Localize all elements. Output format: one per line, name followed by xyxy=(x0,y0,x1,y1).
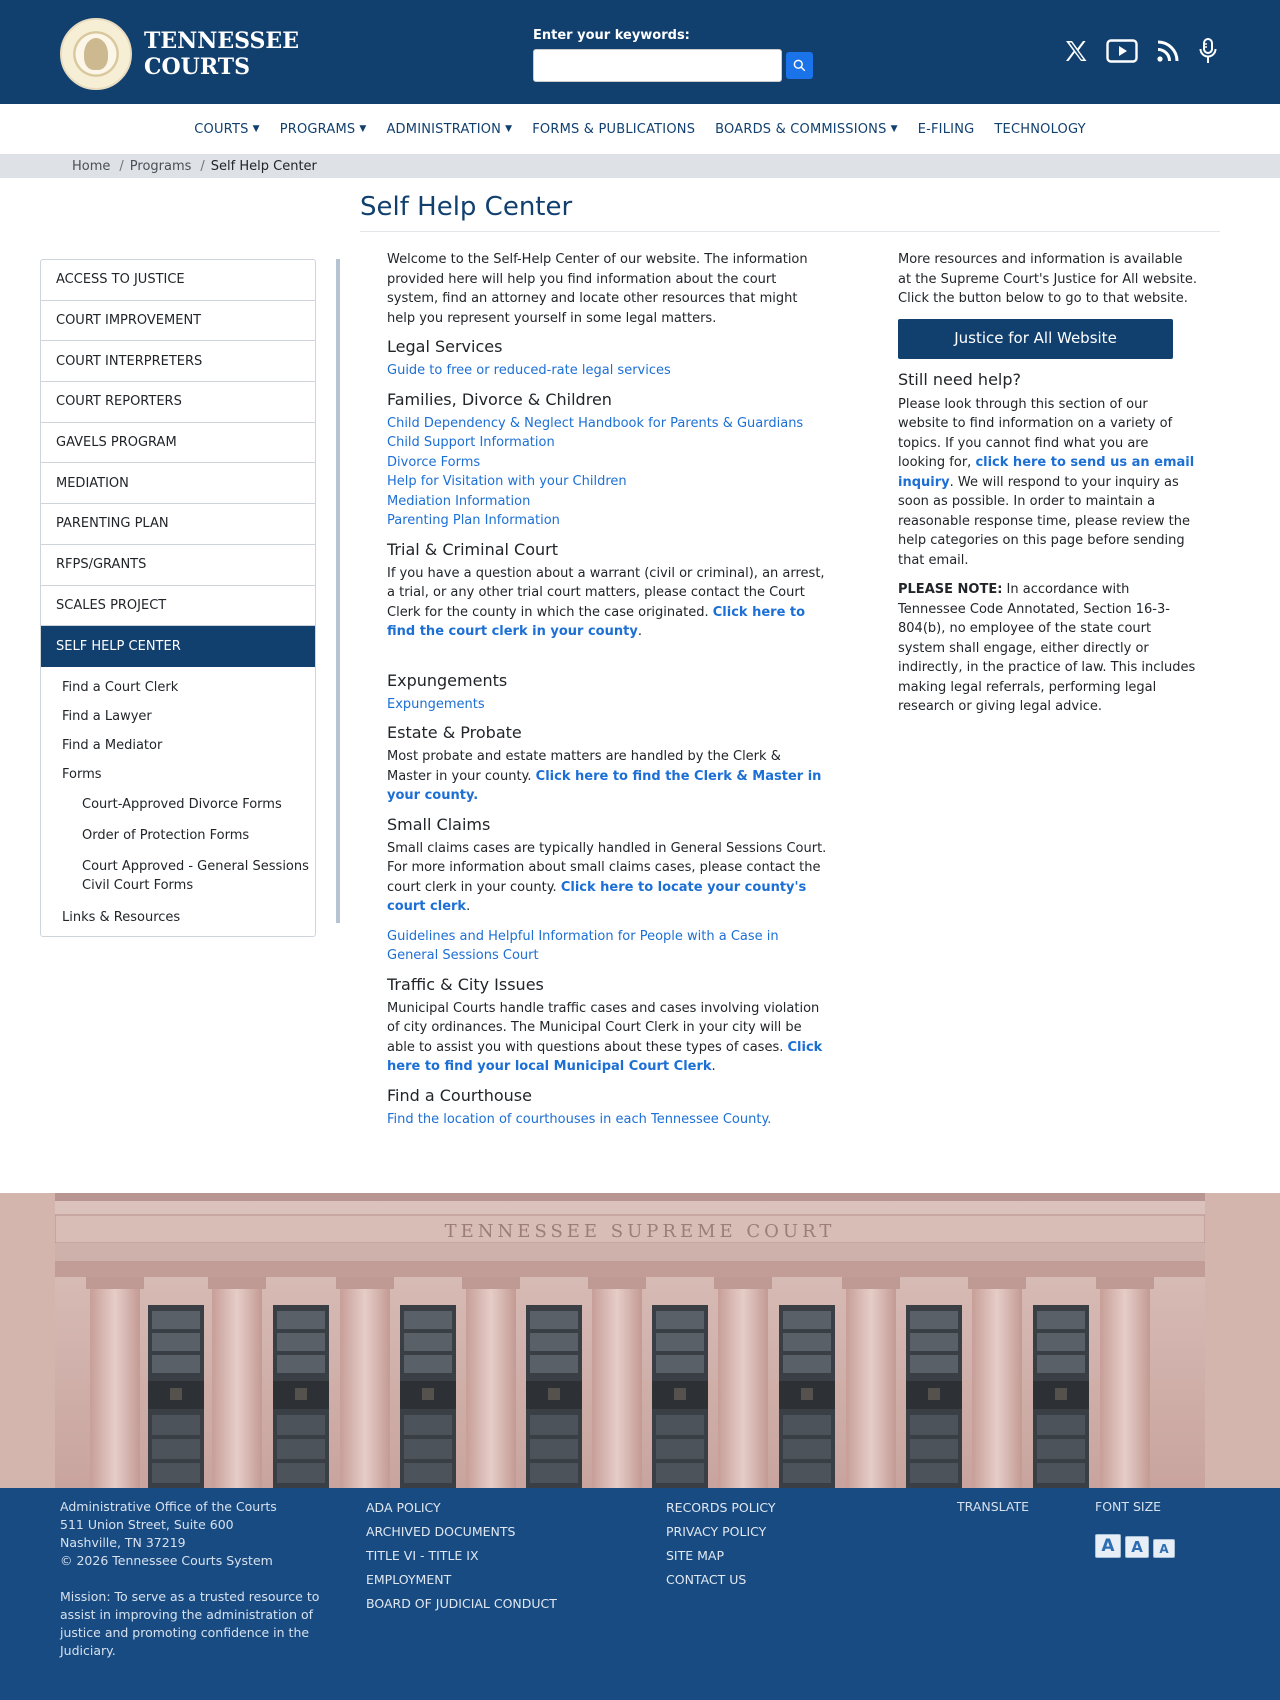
sidebar-divider xyxy=(336,259,340,923)
footer-link-title-vi-ix[interactable]: TITLE VI - TITLE IX xyxy=(366,1548,479,1563)
trial-heading: Trial & Criminal Court xyxy=(387,539,558,559)
breadcrumb-home[interactable]: Home xyxy=(72,158,111,174)
footer-font-size xyxy=(1095,1498,1175,1558)
estate-clerk-link[interactable]: Click here to find the Clerk & Master in your county. xyxy=(387,768,822,803)
breadcrumb xyxy=(0,154,1280,178)
site-header xyxy=(0,0,1280,104)
site-footer xyxy=(0,1488,1280,1700)
supreme-court-building-image xyxy=(0,1193,1280,1488)
justice-for-all-button[interactable]: Justice for All Website xyxy=(898,319,1173,359)
sidebar-sub-divorce-forms[interactable]: Court-Approved Divorce Forms xyxy=(82,796,282,812)
brand-logo-link[interactable] xyxy=(60,18,299,90)
brand-line-2: COURTS xyxy=(144,54,251,80)
small-claims-heading: Small Claims xyxy=(387,814,491,834)
trial-clerk-link[interactable]: Click here to find the court clerk in your county xyxy=(387,604,806,639)
sidebar-sub-find-lawyer[interactable]: Find a Lawyer xyxy=(62,708,152,724)
please-note-label: PLEASE NOTE: xyxy=(898,582,1003,597)
sidebar-item-self-help-center[interactable]: SELF HELP CENTER xyxy=(41,626,315,667)
footer-link-site-map[interactable]: SITE MAP xyxy=(666,1548,725,1563)
footer-address-line: 511 Union Street, Suite 600 xyxy=(60,1517,234,1532)
sidebar-sub-find-court-clerk[interactable]: Find a Court Clerk xyxy=(62,679,179,695)
courthouse-heading: Find a Courthouse xyxy=(387,1085,532,1105)
nav-programs[interactable]: PROGRAMS ▼ xyxy=(279,121,367,137)
sidebar-item-scales-project[interactable]: SCALES PROJECT xyxy=(41,586,315,627)
legal-services-link[interactable]: Guide to free or reduced-rate legal services xyxy=(387,363,671,378)
social-links xyxy=(1064,38,1218,64)
jfa-intro-text: More resources and information is available at the Supreme Court's Justice for All website. Click the button below to go to that website. xyxy=(898,252,1198,306)
footer-link-privacy-policy[interactable]: PRIVACY POLICY xyxy=(666,1524,767,1539)
sidebar-item-access-to-justice[interactable]: ACCESS TO JUSTICE xyxy=(41,260,315,301)
nav-administration[interactable]: ADMINISTRATION ▼ xyxy=(386,121,513,137)
footer-copyright: © 2026 Tennessee Courts System xyxy=(60,1553,273,1568)
search-label: Enter your keywords: xyxy=(533,28,690,43)
footer-address-line: Nashville, TN 37219 xyxy=(60,1535,186,1550)
footer-link-contact-us[interactable]: CONTACT US xyxy=(666,1572,747,1587)
breadcrumb-separator: / xyxy=(200,158,205,174)
nav-courts[interactable]: COURTS ▼ xyxy=(194,121,260,137)
page-title: Self Help Center xyxy=(360,192,573,222)
breadcrumb-programs[interactable]: Programs xyxy=(129,158,192,174)
email-inquiry-link[interactable]: click here to send us an email inquiry xyxy=(898,455,1195,490)
right-column xyxy=(898,250,1198,717)
traffic-text: Municipal Courts handle traffic cases and cases involving violation of city ordinances. The Municipal Court Clerk in your city will be able to assist you with questions about these types of cases. Click here to find your local Municipal Court Clerk. xyxy=(387,1000,823,1074)
expungements-link[interactable]: Expungements xyxy=(387,696,485,712)
traffic-heading: Traffic & City Issues xyxy=(387,974,544,994)
sidebar-item-rfps-grants[interactable]: RFPS/GRANTS xyxy=(41,545,315,586)
footer-link-employment[interactable]: EMPLOYMENT xyxy=(366,1572,452,1587)
main-content xyxy=(387,250,827,1129)
caret-down-icon: ▼ xyxy=(359,124,367,134)
sidebar xyxy=(40,259,316,937)
families-link-mediation[interactable]: Mediation Information xyxy=(387,493,531,509)
sidebar-sub-general-sessions-forms[interactable]: Court Approved - General Sessions Civil Court Forms xyxy=(82,858,309,893)
font-size-controls xyxy=(1095,1534,1175,1558)
sidebar-item-parenting-plan[interactable]: PARENTING PLAN xyxy=(41,504,315,545)
footer-links-col-1 xyxy=(366,1496,557,1616)
nav-e-filing[interactable]: E-FILING xyxy=(917,121,975,137)
rss-icon[interactable] xyxy=(1156,39,1180,63)
footer-address-col xyxy=(60,1498,330,1660)
brand-text xyxy=(144,28,299,80)
footer-address-line: Administrative Office of the Courts xyxy=(60,1499,277,1514)
small-claims-clerk-link[interactable]: Click here to locate your county's court clerk xyxy=(387,879,807,914)
podcast-microphone-icon[interactable] xyxy=(1198,38,1218,64)
sidebar-item-gavels-program[interactable]: GAVELS PROGRAM xyxy=(41,423,315,464)
families-link-visitation[interactable]: Help for Visitation with your Children xyxy=(387,474,627,489)
sidebar-sub-forms[interactable]: Forms xyxy=(62,766,102,782)
families-heading: Families, Divorce & Children xyxy=(387,389,612,409)
general-sessions-guidelines-link[interactable]: Guidelines and Helpful Information for People with a Case in General Sessions Court xyxy=(387,928,779,963)
footer-link-ada-policy[interactable]: ADA POLICY xyxy=(366,1500,441,1515)
footer-links-col-2 xyxy=(666,1496,776,1592)
search-input[interactable] xyxy=(533,49,782,82)
still-need-help-text: Please look through this section of our website to find information on a variety of topics. If you cannot find what you are looking for, click here to send us an email inquiry. We will respond to your inquiry as soon as possible. In order to maintain a reasonable response time, please review the help categories on this page before sending that email. xyxy=(898,396,1195,568)
font-size-decrease-button[interactable]: A xyxy=(1153,1539,1175,1558)
estate-text: Most probate and estate matters are handled by the Clerk & Master in your county. Click here to find the Clerk & Master in your county. xyxy=(387,749,822,803)
sidebar-item-court-interpreters[interactable]: COURT INTERPRETERS xyxy=(41,341,315,382)
footer-translate[interactable] xyxy=(957,1498,1029,1516)
footer-link-board-judicial-conduct[interactable]: BOARD OF JUDICIAL CONDUCT xyxy=(366,1596,557,1611)
sidebar-sub-find-mediator[interactable]: Find a Mediator xyxy=(62,737,163,753)
nav-boards-commissions[interactable]: BOARDS & COMMISSIONS ▼ xyxy=(715,121,898,137)
still-need-help-heading: Still need help? xyxy=(898,369,1021,389)
expungements-heading: Expungements xyxy=(387,670,508,690)
sidebar-sub-protection-forms[interactable]: Order of Protection Forms xyxy=(82,827,250,843)
search-block xyxy=(533,28,813,82)
sidebar-sub-list xyxy=(41,667,315,936)
footer-link-records-policy[interactable]: RECORDS POLICY xyxy=(666,1500,776,1515)
families-link-parenting-plan[interactable]: Parenting Plan Information xyxy=(387,513,560,528)
families-link-child-support[interactable]: Child Support Information xyxy=(387,435,555,450)
brand-line-1: TENNESSEE xyxy=(144,28,299,54)
intro-text: Welcome to the Self-Help Center of our website. The information provided here will help you find information about the court system, find an attorney and locate other resources that might help you represent yourself in some legal matters. xyxy=(387,252,808,326)
page-title-wrap xyxy=(360,190,1220,232)
families-link-dependency[interactable]: Child Dependency & Neglect Handbook for Parents & Guardians xyxy=(387,415,804,431)
small-claims-text: Small claims cases are typically handled in General Sessions Court. For more information about small claims cases, please contact the court clerk in your county. Click here to locate your county's court clerk. xyxy=(387,840,827,914)
breadcrumb-separator: / xyxy=(119,158,124,174)
sidebar-item-court-improvement[interactable]: COURT IMPROVEMENT xyxy=(41,301,315,342)
sidebar-item-mediation[interactable]: MEDIATION xyxy=(41,463,315,504)
x-twitter-icon[interactable] xyxy=(1064,40,1088,62)
nav-forms-publications[interactable]: FORMS & PUBLICATIONS xyxy=(532,121,696,137)
translate-label: TRANSLATE xyxy=(957,1499,1030,1514)
families-link-divorce-forms[interactable]: Divorce Forms xyxy=(387,454,481,470)
judiciary-seal-icon xyxy=(60,18,132,90)
courthouse-link[interactable]: Find the location of courthouses in each Tennessee County. xyxy=(387,1111,772,1127)
font-size-increase-button[interactable]: A xyxy=(1095,1534,1121,1558)
please-note-text: PLEASE NOTE: In accordance with Tennessee Code Annotated, Section 16-3-804(b), no employee of the state court system shall engage, either directly or indirectly, in the practice of law. This includes making legal referrals, performing legal research or giving legal advice. xyxy=(898,582,1196,714)
sidebar-item-court-reporters[interactable]: COURT REPORTERS xyxy=(41,382,315,423)
sidebar-sub-links-resources[interactable]: Links & Resources xyxy=(62,909,181,925)
municipal-clerk-link[interactable]: Click here to find your local Municipal Court Clerk xyxy=(387,1039,823,1074)
nav-technology[interactable]: TECHNOLOGY xyxy=(994,121,1086,137)
estate-heading: Estate & Probate xyxy=(387,723,522,742)
legal-services-heading: Legal Services xyxy=(387,337,503,356)
font-size-label: FONT SIZE xyxy=(1095,1499,1162,1514)
trial-text: If you have a question about a warrant (civil or criminal), an arrest, a trial, or any other trial court matters, please contact the Court Clerk for the county in which the case originated. Click here to find the court clerk in your county. xyxy=(387,565,825,639)
caret-down-icon: ▼ xyxy=(252,124,260,134)
caret-down-icon: ▼ xyxy=(505,124,513,134)
building-inscription: TENNESSEE SUPREME COURT xyxy=(444,1221,836,1242)
caret-down-icon: ▼ xyxy=(890,124,898,134)
search-button[interactable] xyxy=(786,52,813,79)
youtube-icon[interactable] xyxy=(1106,39,1138,63)
footer-link-archived-documents[interactable]: ARCHIVED DOCUMENTS xyxy=(366,1524,516,1539)
breadcrumb-current: Self Help Center xyxy=(210,158,317,174)
search-icon xyxy=(793,59,806,72)
main-nav xyxy=(0,104,1280,154)
font-size-reset-button[interactable]: A xyxy=(1125,1536,1149,1558)
footer-mission: Mission: To serve as a trusted resource to assist in improving the administration of justice and promoting confidence in the Judiciary. xyxy=(60,1589,320,1658)
